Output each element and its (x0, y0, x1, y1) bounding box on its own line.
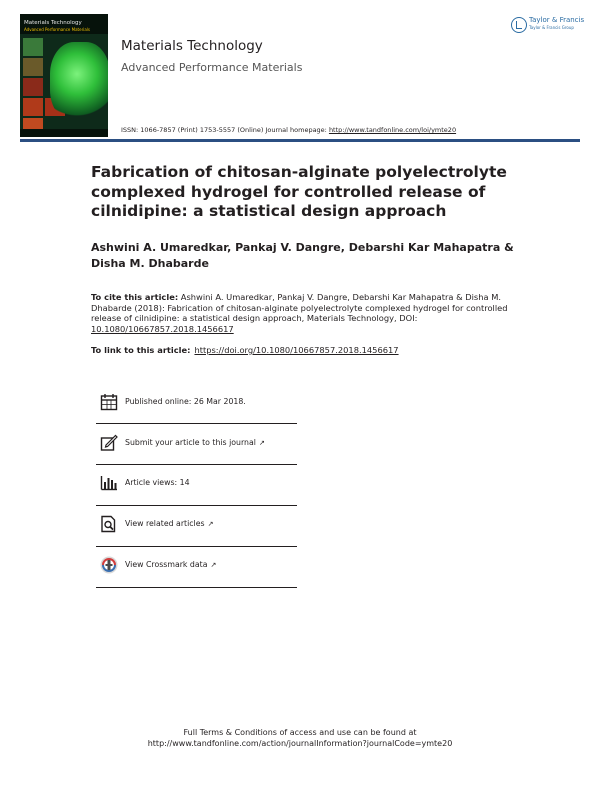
item-divider (96, 505, 297, 506)
item-divider (96, 587, 297, 588)
cover-journal-name: Materials Technology (24, 20, 82, 26)
related-articles-link[interactable] (96, 515, 297, 556)
crossmark-text: View Crossmark data (125, 560, 208, 569)
crossmark-link[interactable] (96, 556, 297, 597)
citation-text: Ashwini A. Umaredkar, Pankaj V. Dangre, Debarshi Kar Mahapatra & Disha M. Dhabarde (2018): Fabrication of chitosan-alginate polyelectrolyte complexed hydrogel for controlled release of cilnidipine: a statistical design approach, Materials Technology, DOI: (91, 292, 508, 324)
cover-journal-subtitle: Advanced Performance Materials (24, 27, 90, 32)
calendar-icon (100, 393, 118, 411)
related-articles-text: View related articles (125, 519, 205, 528)
link-label: To link to this article: (91, 345, 191, 355)
bar-chart-icon (100, 474, 118, 492)
terms-text: Full Terms & Conditions of access and use can be found at (183, 728, 417, 737)
issn-text: ISSN: 1066-7857 (Print) 1753-5557 (Online) Journal homepage: (121, 126, 329, 134)
terms-url-link[interactable]: http://www.tandfonline.com/action/journalInformation?journalCode=ymte20 (147, 739, 453, 748)
edit-icon (100, 434, 118, 452)
article-authors: Ashwini A. Umaredkar, Pankaj V. Dangre, Debarshi Kar Mahapatra & Disha M. Dhabarde (91, 241, 514, 270)
article-link-line (91, 345, 399, 355)
article-title: Fabrication of chitosan-alginate polyelectrolyte complexed hydrogel for controlled release of cilnidipine: a statistical design approach (91, 163, 507, 220)
journal-cover-image (20, 14, 108, 137)
external-link-icon: ↗ (258, 439, 265, 447)
issn-line (121, 126, 456, 134)
published-online-item (96, 393, 297, 434)
publisher-logo-text: Taylor & Francis (529, 16, 585, 24)
publisher-logo-icon (511, 17, 527, 33)
journal-subtitle: Advanced Performance Materials (121, 61, 303, 74)
header-divider (20, 139, 580, 142)
external-link-icon: ↗ (210, 561, 217, 569)
item-divider (96, 423, 297, 424)
citation-block (91, 292, 521, 335)
item-divider (96, 464, 297, 465)
crossmark-icon (100, 556, 118, 574)
article-doi-link[interactable]: https://doi.org/10.1080/10667857.2018.1456617 (194, 345, 399, 355)
article-views-item (96, 474, 297, 515)
publisher-logo[interactable] (511, 16, 586, 36)
terms-footer (0, 727, 600, 749)
publisher-logo-subtext: Taylor & Francis Group (529, 25, 574, 30)
item-divider (96, 546, 297, 547)
search-document-icon (100, 515, 118, 533)
citation-doi-link[interactable]: 10.1080/10667857.2018.1456617 (91, 324, 234, 335)
external-link-icon: ↗ (207, 520, 214, 528)
article-views-text: Article views: 14 (125, 478, 190, 487)
citation-label: To cite this article: (91, 292, 179, 302)
journal-title: Materials Technology (121, 38, 263, 54)
submit-article-text: Submit your article to this journal (125, 438, 256, 447)
submit-article-link[interactable] (96, 434, 297, 475)
published-online-text: Published online: 26 Mar 2018. (125, 397, 246, 406)
journal-homepage-link[interactable]: http://www.tandfonline.com/loi/ymte20 (328, 126, 457, 134)
